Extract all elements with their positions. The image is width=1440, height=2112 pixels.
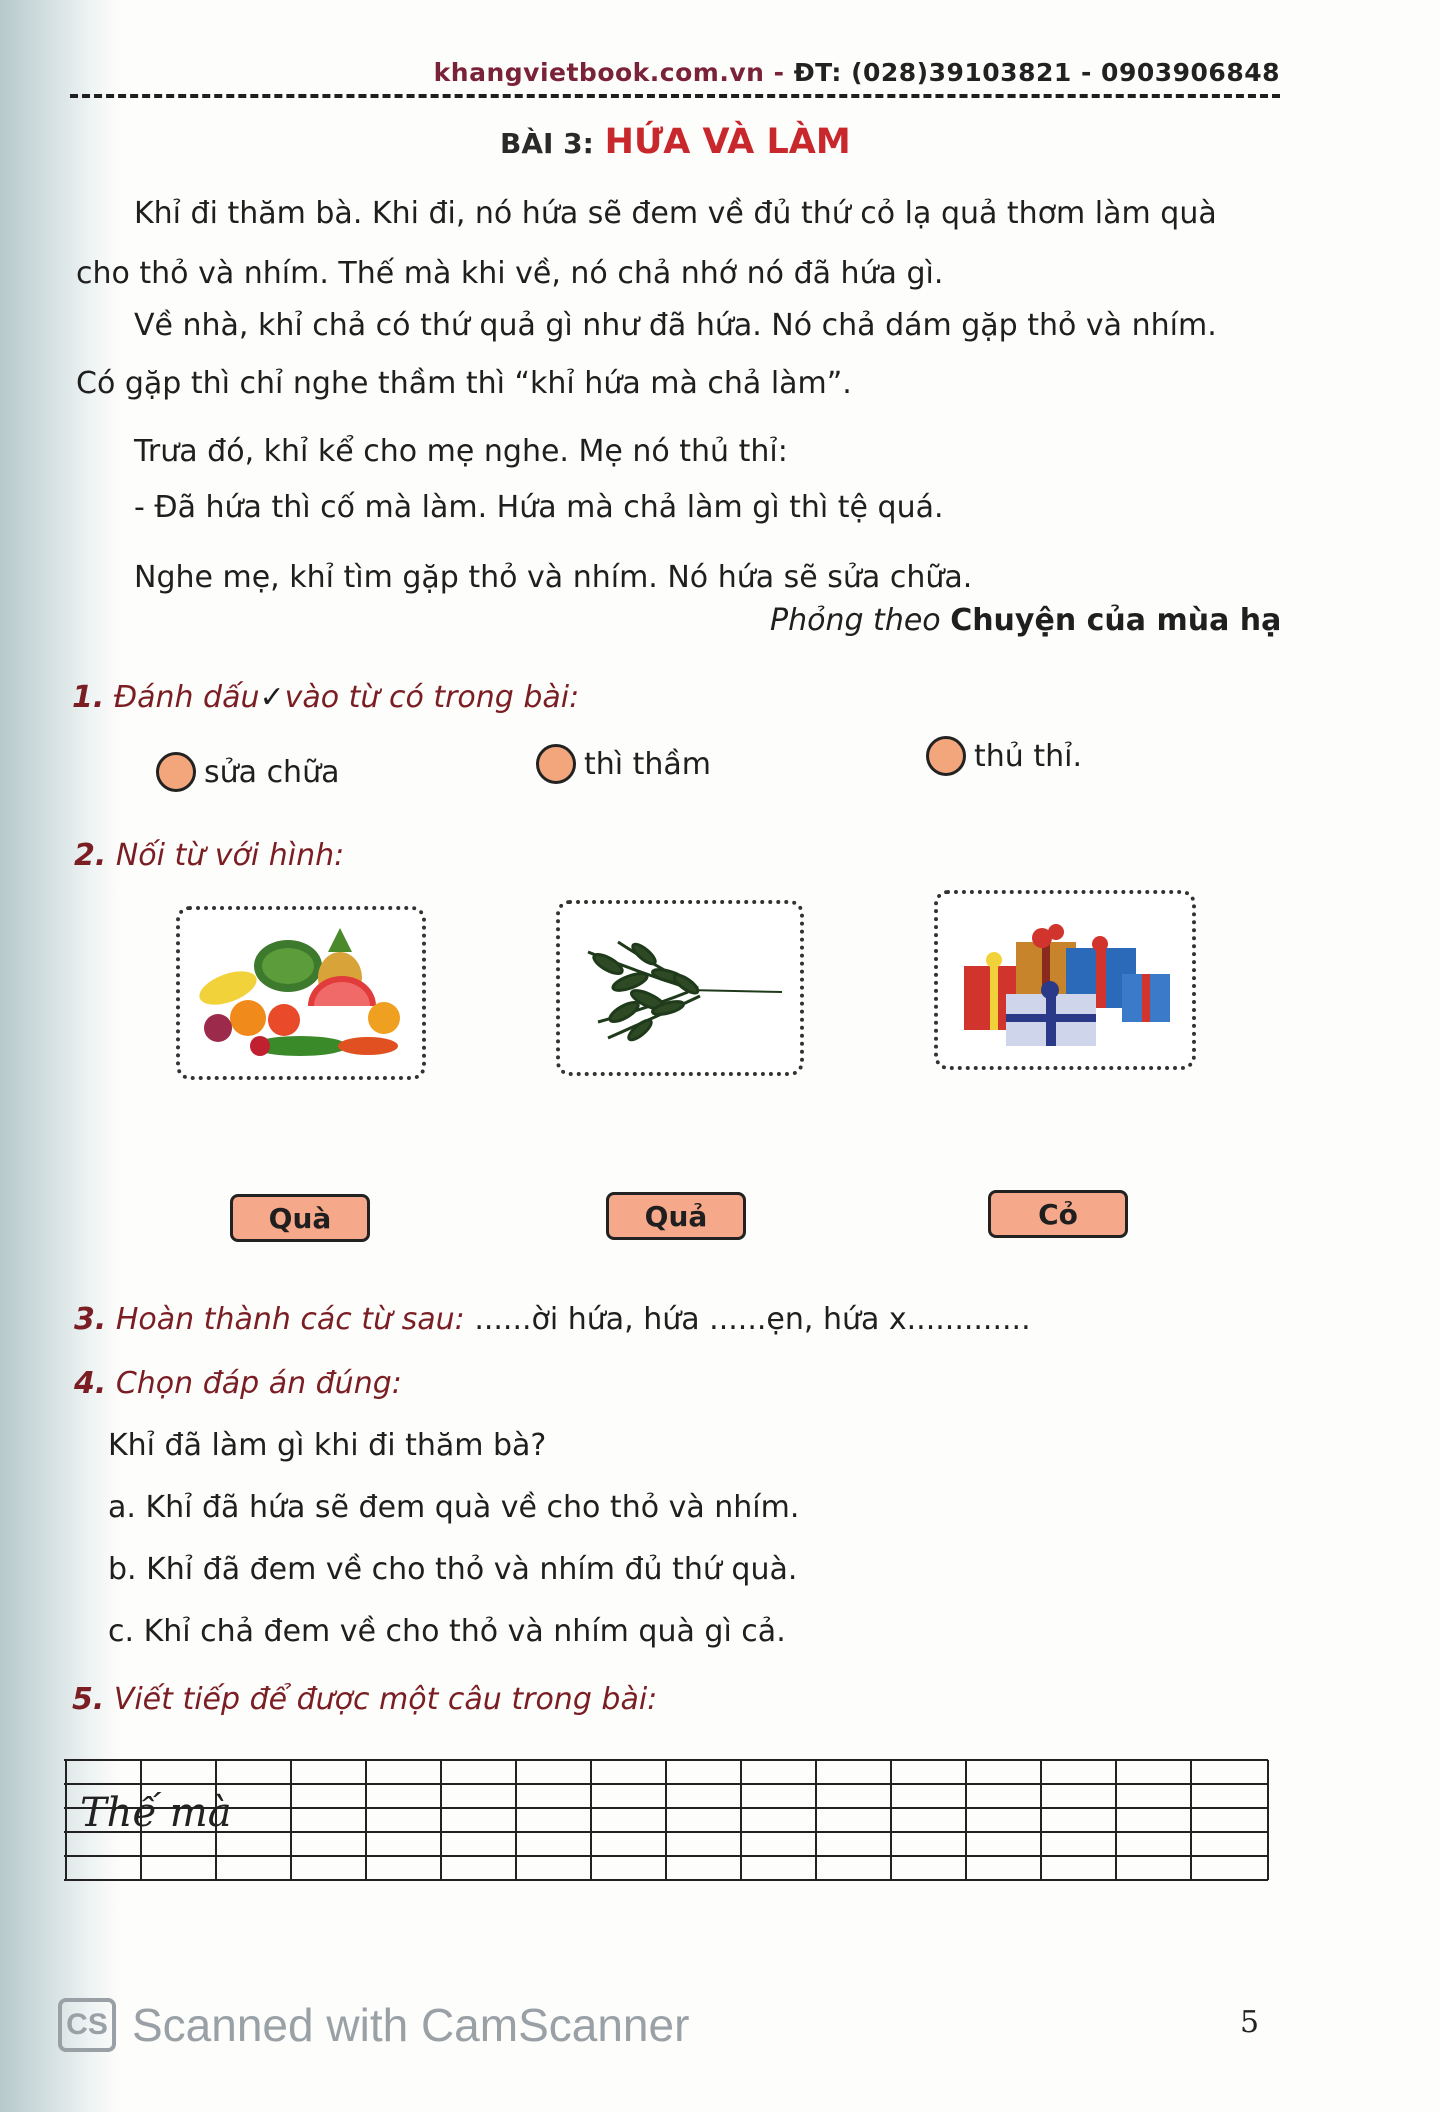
question-5-text: Viết tiếp để được một câu trong bài: [113,1682,658,1717]
lesson-title [500,122,851,162]
question-5-number: 5. [72,1682,105,1717]
camscanner-watermark [58,1998,689,2052]
story-line-1: Khỉ đi thăm bà. Khi đi, nó hứa sẽ đem về đủ thứ cỏ lạ quả thơm làm quà [134,196,1217,231]
watermark-text: Scanned with CamScanner [132,1999,690,2051]
story-line-2: cho thỏ và nhím. Thế mà khi về, nó chả nhớ nó đã hứa gì. [76,256,944,291]
question-3-number: 3. [74,1302,107,1337]
q1-option-label: thì thầm [584,746,712,782]
question-2-text: Nối từ với hình: [115,838,345,873]
question-1-text-before: Đánh dấu [113,680,260,715]
q4-option-a[interactable]: a. Khỉ đã hứa sẽ đem quà về cho thỏ và nhím. [108,1490,800,1525]
lesson-name: HỨA VÀ LÀM [604,122,851,162]
checkmark-icon: ✓ [259,680,285,715]
header-website: khangvietbook.com.vn [433,58,765,87]
header-phone: ĐT: (028)39103821 - 0903906848 [793,58,1280,87]
q1-option-label: sửa chữa [204,754,340,790]
q1-option-thu-thi[interactable] [926,736,1082,776]
handwriting-grid[interactable] [64,1758,1270,1888]
question-4-prompt: Khỉ đã làm gì khi đi thăm bà? [108,1428,547,1463]
lesson-number: BÀI 3: [500,127,594,160]
handwriting-sample: Thế mà [80,1790,232,1836]
word-button-co[interactable]: Cỏ [988,1190,1128,1238]
story-line-4: Có gặp thì chỉ nghe thầm thì “khỉ hứa mà chả làm”. [76,366,852,401]
question-3-blanks[interactable]: ......ời hứa, hứa ......ẹn, hứa x............. [474,1302,1031,1337]
q4-option-c[interactable]: c. Khỉ chả đem về cho thỏ và nhím quà gì cả. [108,1614,786,1649]
question-5 [72,1682,657,1717]
question-1-number: 1. [72,680,105,715]
q1-option-sua-chua[interactable] [156,752,339,792]
header-separator: - [764,58,794,87]
source-title: Chuyện của mùa hạ [950,603,1282,638]
header-contact [428,58,1280,87]
page-number: 5 [1240,2005,1260,2040]
grass-icon [568,912,792,1064]
question-4-text: Chọn đáp án đúng: [115,1366,402,1401]
page-header [70,58,1280,100]
question-4 [74,1366,402,1401]
image-card-grass[interactable] [556,900,804,1076]
question-1-text-after: vào từ có trong bài: [284,680,580,715]
story-line-7: Nghe mẹ, khỉ tìm gặp thỏ và nhím. Nó hứa sẽ sửa chữa. [134,560,973,595]
word-button-qua-gift[interactable]: Quà [230,1194,370,1242]
question-2-number: 2. [74,838,107,873]
q4-option-b[interactable]: b. Khỉ đã đem về cho thỏ và nhím đủ thứ quà. [108,1552,798,1587]
image-card-fruits[interactable] [176,906,426,1080]
source-prefix: Phỏng theo [770,603,941,638]
question-3-text: Hoàn thành các từ sau: [115,1302,465,1337]
image-card-gifts[interactable] [934,890,1196,1070]
fruits-icon [188,918,414,1068]
question-2 [74,838,344,873]
story-line-3: Về nhà, khỉ chả có thứ quả gì như đã hứa. Nó chả dám gặp thỏ và nhím. [134,308,1217,343]
q1-option-checkbox[interactable] [536,744,576,784]
q1-option-checkbox[interactable] [156,752,196,792]
story-source [770,603,1281,638]
q1-option-thi-tham[interactable] [536,744,711,784]
question-1 [72,680,579,715]
q1-option-checkbox[interactable] [926,736,966,776]
q1-option-label: thủ thỉ. [974,738,1082,774]
word-button-qua-fruit[interactable]: Quả [606,1192,746,1240]
gift-icon [946,902,1184,1058]
question-3 [74,1302,1031,1337]
story-line-6: - Đã hứa thì cố mà làm. Hứa mà chả làm gì thì tệ quá. [134,490,944,525]
header-dashed-line [70,94,1280,98]
story-line-5: Trưa đó, khỉ kể cho mẹ nghe. Mẹ nó thủ thỉ: [134,434,788,469]
question-4-number: 4. [74,1366,107,1401]
camscanner-logo-icon: CS [58,1998,116,2052]
